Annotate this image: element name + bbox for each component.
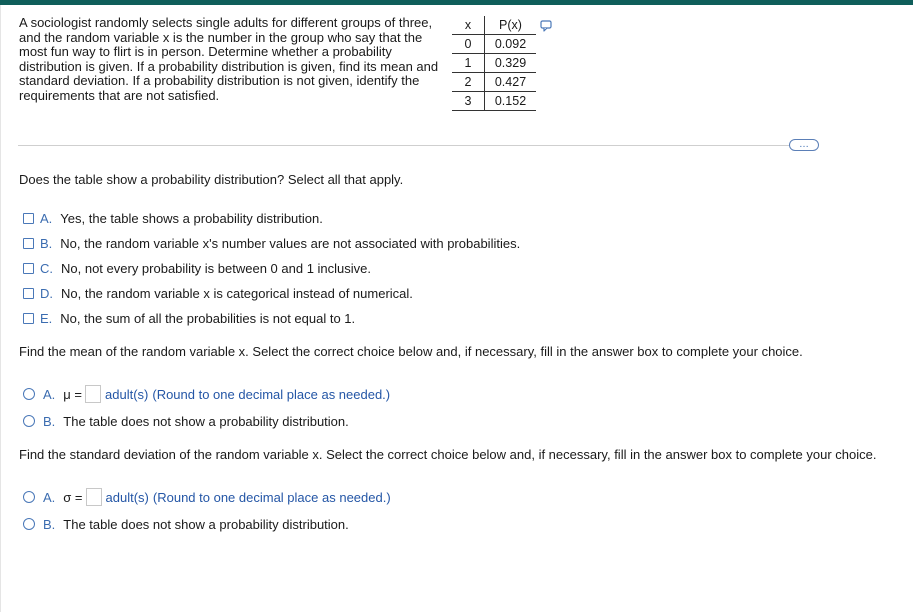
rounding-hint: (Round to one decimal place as needed.)	[152, 489, 391, 505]
option-text: No, the random variable x is categorical instead of numerical.	[61, 285, 413, 301]
probability-value: 0.329	[485, 54, 537, 73]
x-value: 0	[452, 35, 485, 54]
more-options-button[interactable]	[789, 139, 819, 151]
option-letter: E.	[40, 310, 53, 326]
table-row	[452, 35, 536, 54]
checkbox[interactable]	[23, 213, 34, 224]
problem-statement: A sociologist randomly selects single adults for different groups of three, and the random variable x is the number in the group who say that the most fun way to flirt is in person. Determine whether a probability distribution is given. If a probability distribution is given, find its mean and standard deviation. If a probability distribution is not given, identify the requirements that are not satisfied.	[19, 15, 439, 103]
section-divider	[18, 145, 791, 146]
q1-option-e[interactable]	[23, 310, 355, 326]
option-letter: B.	[43, 413, 56, 429]
option-letter: B.	[40, 235, 53, 251]
probability-value: 0.092	[485, 35, 537, 54]
x-value: 3	[452, 92, 485, 111]
option-letter: A.	[43, 489, 56, 505]
option-text: The table does not show a probability distribution.	[63, 413, 349, 429]
sigma-symbol: σ =	[63, 489, 83, 505]
option-text: No, the random variable x's number values are not associated with probabilities.	[60, 235, 521, 251]
left-border	[0, 5, 1, 612]
x-value: 1	[452, 54, 485, 73]
checkbox[interactable]	[23, 263, 34, 274]
checkbox[interactable]	[23, 313, 34, 324]
mean-symbol: μ =	[63, 386, 82, 402]
top-accent-bar	[0, 0, 913, 5]
q3-prompt: Find the standard deviation of the random variable x. Select the correct choice below and, if necessary, fill in the answer box to complete your choice.	[19, 447, 877, 462]
q2-prompt: Find the mean of the random variable x. Select the correct choice below and, if necessary, fill in the answer box to complete your choice.	[19, 344, 803, 359]
q3-option-b[interactable]	[23, 516, 349, 532]
option-letter: A.	[40, 210, 53, 226]
probability-value: 0.427	[485, 73, 537, 92]
option-letter: D.	[40, 285, 53, 301]
radio-button[interactable]	[23, 491, 35, 503]
table-row	[452, 92, 536, 111]
radio-button[interactable]	[23, 388, 35, 400]
radio-button[interactable]	[23, 415, 35, 427]
option-letter: B.	[43, 516, 56, 532]
checkbox[interactable]	[23, 288, 34, 299]
more-options-icon: …	[799, 139, 809, 150]
option-letter: A.	[43, 386, 56, 402]
q1-prompt: Does the table show a probability distribution? Select all that apply.	[19, 172, 404, 187]
radio-button[interactable]	[23, 518, 35, 530]
q2-option-a[interactable]	[23, 384, 390, 404]
probability-table	[452, 16, 536, 111]
table-row	[452, 54, 536, 73]
q1-option-d[interactable]	[23, 285, 413, 301]
x-column-header: x	[452, 16, 485, 35]
option-text: No, not every probability is between 0 and 1 inclusive.	[61, 260, 372, 276]
checkbox[interactable]	[23, 238, 34, 249]
unit-label: adult(s)	[105, 386, 149, 402]
q3-option-a[interactable]	[23, 487, 391, 507]
probability-value: 0.152	[485, 92, 537, 111]
option-text: The table does not show a probability distribution.	[63, 516, 349, 532]
table-row	[452, 73, 536, 92]
option-letter: C.	[40, 260, 53, 276]
sd-answer-input[interactable]	[86, 488, 102, 506]
copy-table-icon[interactable]	[540, 20, 554, 32]
px-column-header: P(x)	[485, 16, 537, 35]
q1-option-b[interactable]	[23, 235, 520, 251]
option-text: Yes, the table shows a probability distribution.	[60, 210, 323, 226]
mean-answer-input[interactable]	[85, 385, 101, 403]
x-value: 2	[452, 73, 485, 92]
unit-label: adult(s)	[105, 489, 149, 505]
q1-option-a[interactable]	[23, 210, 323, 226]
option-text: No, the sum of all the probabilities is not equal to 1.	[60, 310, 356, 326]
q2-option-b[interactable]	[23, 413, 349, 429]
q1-option-c[interactable]	[23, 260, 371, 276]
rounding-hint: (Round to one decimal place as needed.)	[152, 386, 391, 402]
